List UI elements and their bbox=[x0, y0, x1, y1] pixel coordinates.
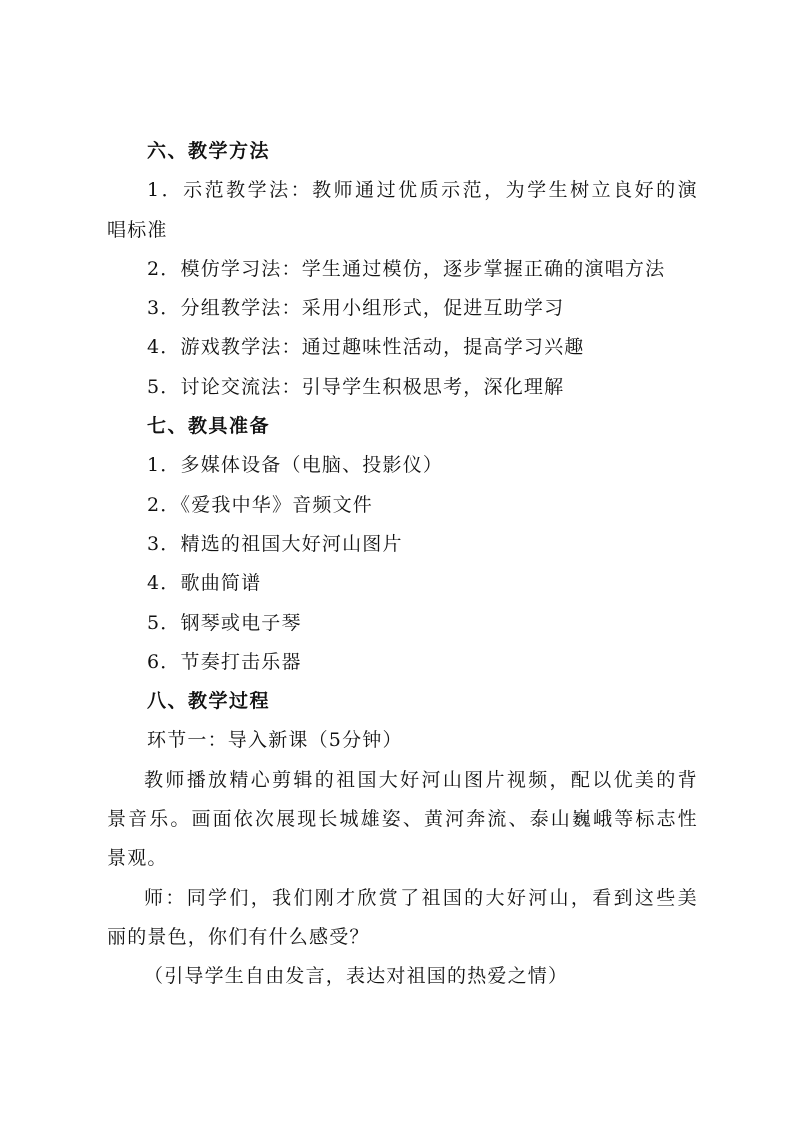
aid-item-6: 6．节奏打击乐器 bbox=[147, 650, 302, 673]
process-step-1-title: 环节一：导入新课（5分钟） bbox=[147, 729, 403, 752]
aid-item-5: 5．钢琴或电子琴 bbox=[147, 611, 302, 634]
method-item-5: 5．讨论交流法：引导学生积极思考，深化理解 bbox=[147, 375, 565, 398]
method-item-1: 1．示范教学法：教师通过优质示范，为学生树立良好的演 bbox=[147, 179, 697, 202]
paragraph-teacher-line-2: 丽的景色，你们有什么感受？ bbox=[107, 925, 370, 948]
method-item-3: 3．分组教学法：采用小组形式，促进互助学习 bbox=[147, 297, 565, 320]
section-heading-teaching-methods: 六、教学方法 bbox=[147, 140, 271, 162]
method-item-4: 4．游戏教学法：通过趣味性活动，提高学习兴趣 bbox=[147, 336, 585, 359]
paragraph-intro-line-3: 景观。 bbox=[107, 847, 168, 870]
paragraph-intro-line-1: 教师播放精心剪辑的祖国大好河山图片视频，配以优美的背 bbox=[144, 768, 697, 791]
method-item-1-continued: 唱标准 bbox=[107, 218, 168, 241]
aid-item-3: 3．精选的祖国大好河山图片 bbox=[147, 532, 403, 555]
section-heading-teaching-aids: 七、教具准备 bbox=[147, 415, 271, 438]
document-body bbox=[107, 132, 697, 997]
method-item-2: 2．模仿学习法：学生通过模仿，逐步掌握正确的演唱方法 bbox=[147, 257, 666, 280]
aid-item-2: 2．《爱我中华》音频文件 bbox=[147, 493, 373, 516]
paragraph-intro-line-2: 景音乐。画面依次展现长城雄姿、黄河奔流、泰山巍峨等标志性 bbox=[107, 808, 697, 831]
aid-item-4: 4．歌曲简谱 bbox=[147, 572, 262, 595]
section-heading-teaching-process: 八、教学过程 bbox=[147, 690, 271, 713]
aid-item-1: 1．多媒体设备（电脑、投影仪） bbox=[147, 454, 444, 477]
guidance-note: （引导学生自由发言，表达对祖国的热爱之情） bbox=[144, 965, 569, 988]
paragraph-teacher-line-1: 师：同学们，我们刚才欣赏了祖国的大好河山，看到这些美 bbox=[144, 886, 697, 909]
